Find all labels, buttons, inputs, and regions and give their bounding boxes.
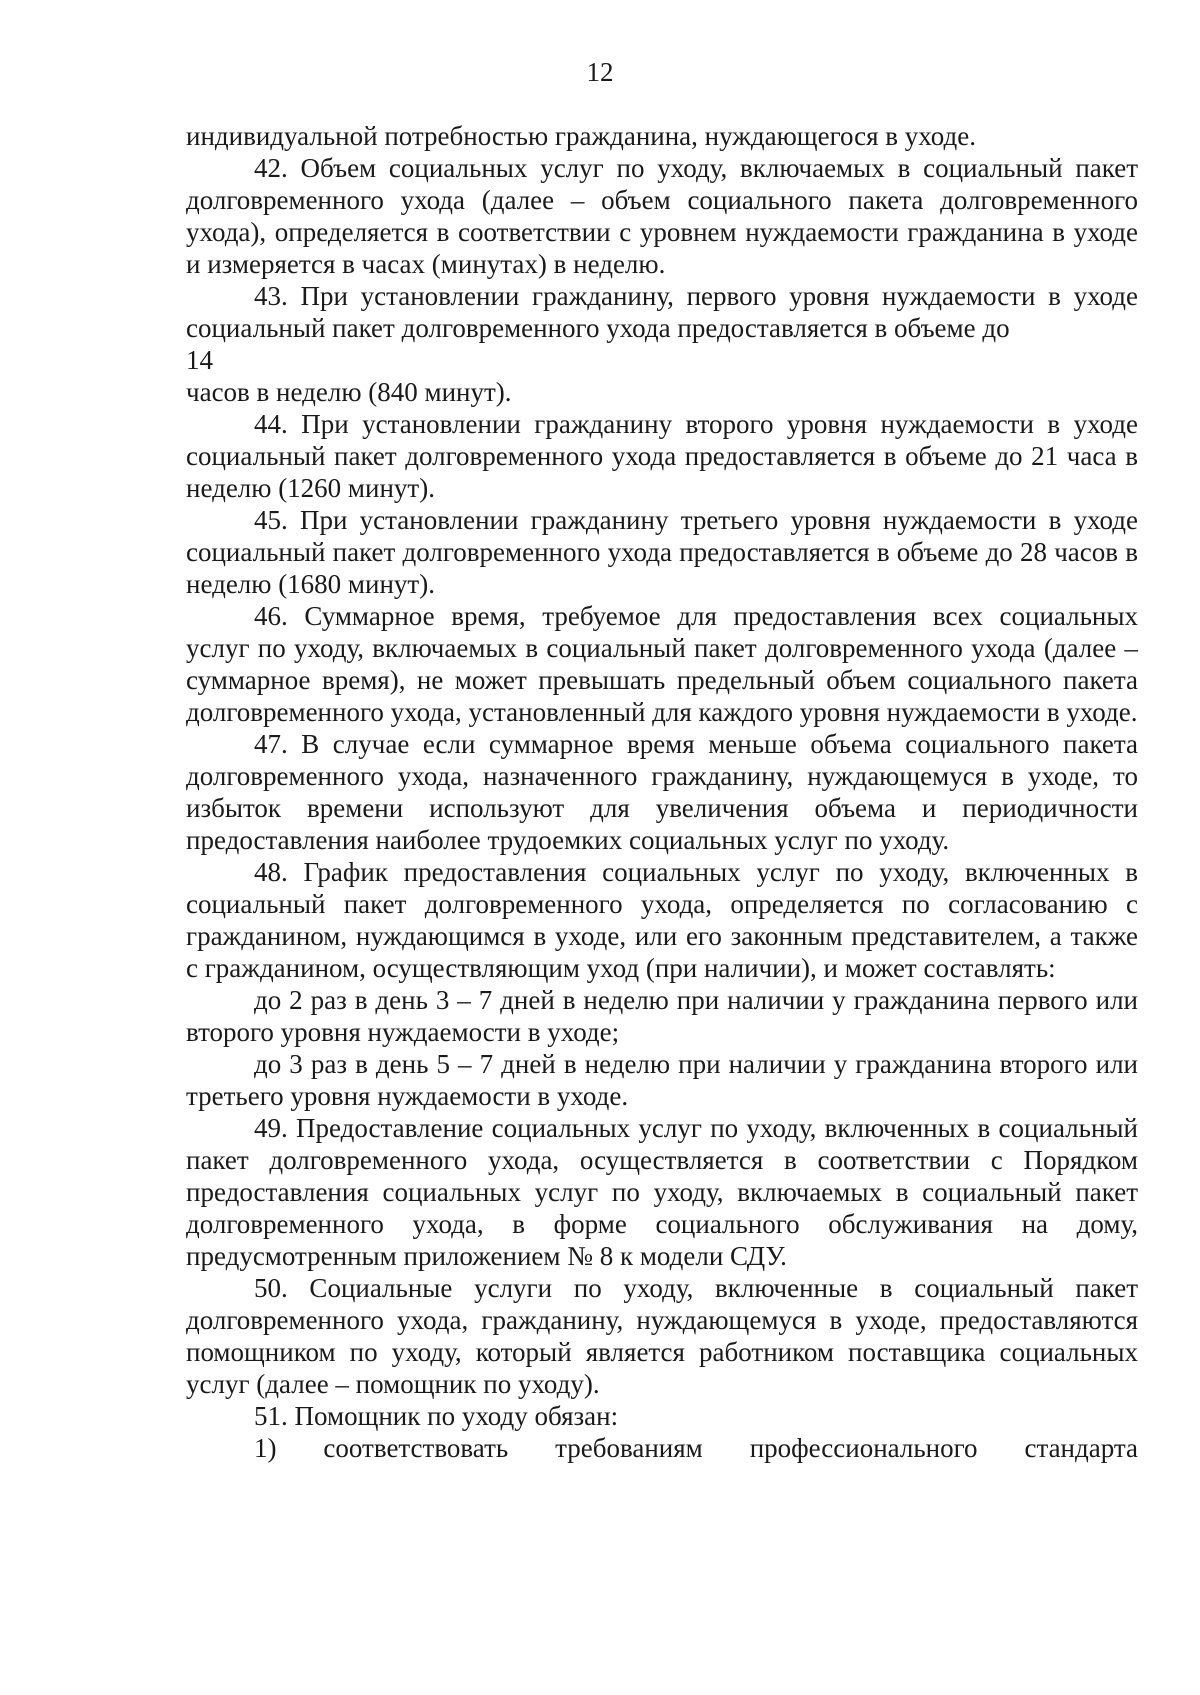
paragraph-50: 50. Социальные услуги по уходу, включенные в социальный пакет долговременного ухода, гражданину, нуждающемуся в уходе, предоставляются помощником по уходу, который является работником поставщика социальных услуг (далее – помощник по уходу). [186,1273,1138,1399]
paragraph-51-item-1: 1) соответствовать требованиям профессионального стандарта [254,1433,1138,1463]
paragraph-43-number: 14 [186,345,213,375]
paragraph-43-tail: часов в неделю (840 минут). [186,377,512,407]
paragraph-48-item-1: до 2 раз в день 3 – 7 дней в неделю при наличии у гражданина первого или второго уровня нуждаемости в уходе; [186,985,1138,1047]
paragraph-42: 42. Объем социальных услуг по уходу, включаемых в социальный пакет долговременного ухода (далее – объем социального пакета долговременного ухода), определяется в соответствии с уровнем нуждаемости гражданина в уходе и измеряется в часах (минутах) в неделю. [186,153,1138,279]
paragraph-44: 44. При установлении гражданину второго уровня нуждаемости в уходе социальный пакет долговременного ухода предоставляется в объеме до 21 часа в неделю (1260 минут). [186,409,1138,503]
paragraph-49: 49. Предоставление социальных услуг по уходу, включенных в социальный пакет долговременного ухода, осуществляется в соответствии с Порядком предоставления социальных услуг по уходу, включаемых в социальный пакет долговременного ухода, в форме социального обслуживания на дому, предусмотренным приложением № 8 к модели СДУ. [186,1113,1138,1271]
paragraph-45: 45. При установлении гражданину третьего уровня нуждаемости в уходе социальный пакет долговременного ухода предоставляется в объеме до 28 часов в неделю (1680 минут). [186,505,1138,599]
document-body [186,120,1138,1464]
paragraph-48: 48. График предоставления социальных услуг по уходу, включенных в социальный пакет долговременного ухода, определяется по согласованию с гражданином, нуждающимся в уходе, или его законным представителем, а также с гражданином, осуществляющим уход (при наличии), и может составлять: [186,857,1138,983]
paragraph-43: 43. При установлении гражданину, первого уровня нуждаемости в уходе социальный пакет долговременного ухода предоставляется в объеме до [186,281,1138,343]
paragraph-46: 46. Суммарное время, требуемое для предоставления всех социальных услуг по уходу, включаемых в социальный пакет долговременного ухода (далее – суммарное время), не может превышать предельный объем социального пакета долговременного ухода, установленный для каждого уровня нуждаемости в уходе. [186,601,1138,727]
paragraph-48-item-2: до 3 раз в день 5 – 7 дней в неделю при наличии у гражданина второго или третьего уровня нуждаемости в уходе. [186,1049,1138,1111]
paragraph-47: 47. В случае если суммарное время меньше объема социального пакета долговременного ухода, назначенного гражданину, нуждающемуся в уходе, то избыток времени используют для увеличения объема и периодичности предоставления наиболее трудоемких социальных услуг по уходу. [186,729,1138,855]
paragraph-51: 51. Помощник по уходу обязан: [254,1401,619,1431]
paragraph-continuation: индивидуальной потребностью гражданина, нуждающегося в уходе. [186,121,976,151]
page-number: 12 [586,57,614,87]
